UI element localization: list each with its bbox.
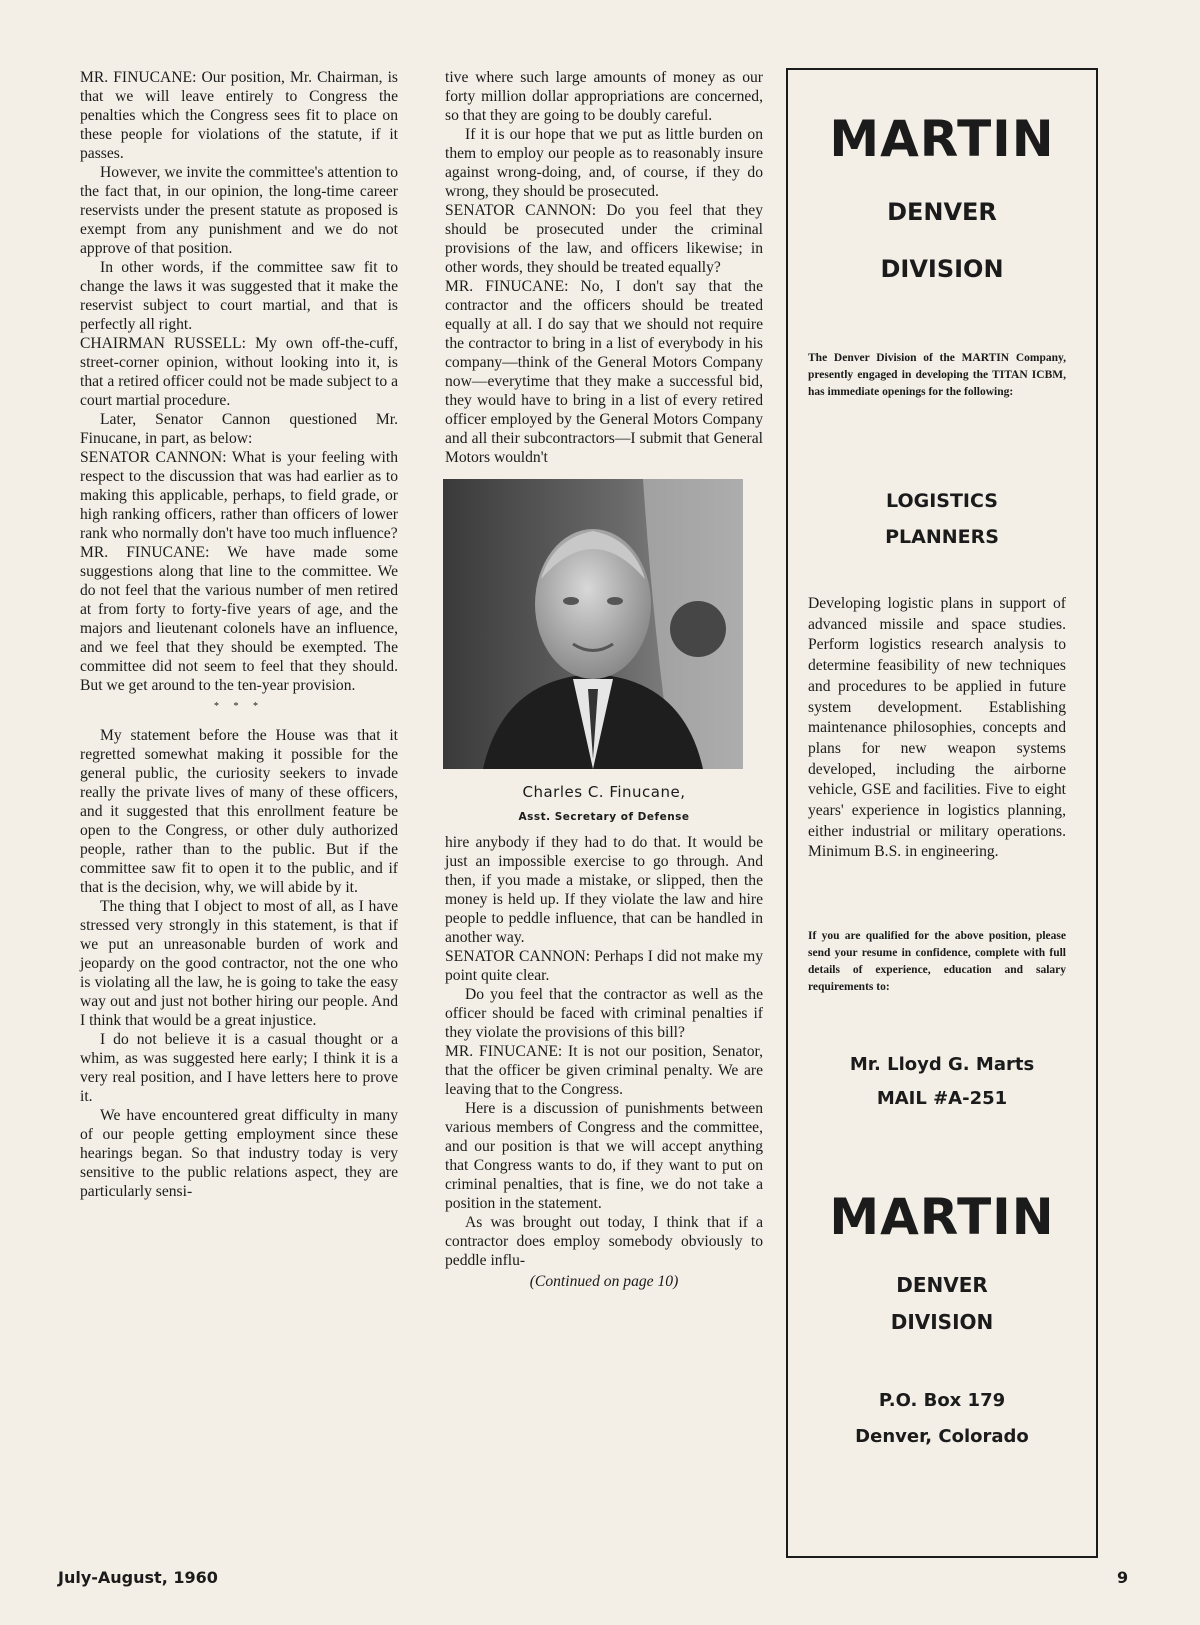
ad-job-description: Developing logistic plans in support of advanced missile and space studies. Perform logistics research analysis to determine feasibility of new techniques and procedures to be applied in future system development. Establishing maintenance philosophies, concepts and plans for new weapon systems developed, including the airborne vehicle, GSE and facilities. Five to eight years' experience in logistics planning, either industrial or military operations. Minimum B.S. in engineering. — [808, 595, 1066, 861]
paragraph: MR. FINUCANE: No, I don't say that the contractor and the officers should be treated equally at all. I do say that we should not require the contractor to bring in a list of everybody in his company—think of the General Motors Company now—everytime that they make a successful bid, they would have to bring in a list of every retired officer employed by the General Motors Company and all their subcontractors—I submit that General Motors wouldn't — [445, 278, 763, 466]
paragraph: CHAIRMAN RUSSELL: My own off-the-cuff, street-corner opinion, without looking into it, is that a retired officer could not be made subject to a court martial procedure. — [80, 335, 398, 409]
paragraph: Here is a discussion of punishments between various members of Congress and the committee, and our position is that we will accept anything that Congress wants to do, if they want to put on criminal penalties, that is fine, we do not take a position in the statement. — [445, 1100, 763, 1212]
paragraph: As was brought out today, I think that if a contractor does employ somebody obviously to peddle influ- — [445, 1214, 763, 1269]
paragraph: I do not believe it is a casual thought or a whim, as was suggested here early; I think it is a very real position, and I have letters here to prove it. — [80, 1031, 398, 1105]
paragraph: We have encountered great difficulty in many of our people getting employment since these hearings began. So that industry today is very sensitive to the public relations aspect, they are particularly sensi- — [80, 1107, 398, 1200]
ad-po-box: P.O. Box 179 — [878, 1390, 1006, 1411]
paragraph: Do you feel that the contractor as well as the officer should be faced with criminal penalties if they violate the provisions of this bill? — [445, 986, 763, 1041]
ad-contact-name: Mr. Lloyd G. Marts — [849, 1054, 1035, 1075]
article-column-2 — [445, 68, 763, 1291]
ad-subtitle-denver-2: DENVER — [896, 1273, 988, 1297]
portrait-photo — [443, 479, 743, 769]
paragraph: hire anybody if they had to do that. It would be just an impossible exercise to go through. And then, if you made a mistake, or slipped, then the money is held up. If they violate the law and hire people to peddle influence, that can be handled in another way. — [445, 834, 763, 946]
paragraph: Later, Senator Cannon questioned Mr. Finucane, in part, as below: — [80, 411, 398, 447]
paragraph: MR. FINUCANE: Our position, Mr. Chairman, is that we will leave entirely to Congress the penalties which the Congress sees fit to place on these people for violations of the statute, if it passes. — [80, 69, 398, 162]
paragraph: In other words, if the committee saw fit to change the laws it was suggested that it make the reservist subject to court martial, and that is perfectly all right. — [80, 259, 398, 333]
article-column-1 — [80, 68, 398, 1201]
ad-city: Denver, Colorado — [855, 1426, 1029, 1447]
ad-subtitle-division-2: DIVISION — [890, 1310, 994, 1334]
photo-caption-name: Charles C. Finucane, — [522, 783, 686, 801]
ad-apply-instructions: If you are qualified for the above position, please send your resume in confidence, complete with full details of experience, education and salary requirements to: — [808, 930, 1066, 993]
paragraph: tive where such large amounts of money as our forty million dollar appropriations are concerned, so that they are going to be doubly careful. — [445, 69, 763, 124]
ad-subtitle-denver: DENVER — [887, 198, 997, 226]
paragraph: The thing that I object to most of all, as I have stressed very strongly in this statement, is that if we put an unreasonable burden of work and jeopardy on the good contractor, not the one who is violating all the law, he is going to take the easy way out and just not bother hiring our people. And I think that would be a great injustice. — [80, 898, 398, 1029]
paragraph: However, we invite the committee's attention to the fact that, in our opinion, the long-time career reservists under the present statute as proposed is exempt from any punishment and we do not approve of that position. — [80, 164, 398, 257]
issue-date: July-August, 1960 — [58, 1568, 218, 1587]
paragraph: SENATOR CANNON: Perhaps I did not make my point quite clear. — [445, 948, 763, 984]
ad-brand-logo: MARTIN — [829, 110, 1055, 168]
ad-heading-logistics: LOGISTICS — [886, 490, 998, 512]
paragraph: SENATOR CANNON: What is your feeling with respect to the discussion that was had earlier as to making this applicable, perhaps, to field grade, or high ranking officers, rather than officers of lower rank who normally don't have too much influence? — [80, 449, 398, 542]
paragraph: My statement before the House was that it regretted somewhat making it possible for the general public, the curiosity seekers to invade really the private lives of many of these officers, and it suggested that this enrollment feature be open to the Congress, or other duly authorized people, rather than to the public. But if the committee saw fit to open it to the public, and if that is the decision, why, we will abide by it. — [80, 727, 398, 896]
paragraph: MR. FINUCANE: It is not our position, Senator, that the officer be given criminal penalty. We are leaving that to the Congress. — [445, 1043, 763, 1098]
ad-subtitle-division: DIVISION — [880, 255, 1004, 283]
paragraph: SENATOR CANNON: Do you feel that they should be prosecuted under the criminal provisions of the law, and officers likewise; in other words, they should be treated equally? — [445, 202, 763, 276]
ad-intro: The Denver Division of the MARTIN Company, presently engaged in developing the TITAN ICBM, has immediate openings for the following: — [808, 352, 1066, 398]
ad-brand-logo-2: MARTIN — [829, 1188, 1055, 1246]
paragraph: If it is our hope that we put as little burden on them to employ our people as to reasonably insure against wrong-doing, and, of course, if they do wrong, they should be prosecuted. — [445, 126, 763, 200]
martin-advertisement — [786, 68, 1098, 1558]
paragraph: MR. FINUCANE: We have made some suggestions along that line to the committee. We do not feel that the various number of men retired at from forty to forty-five years of age, and the majors and lieutenant colonels have an influence, and we feel that they should be exempted. The committee did not seem to feel that they should. But we get around to the ten-year provision. — [80, 544, 398, 694]
page-number: 9 — [1117, 1568, 1129, 1587]
section-separator: * * * — [214, 701, 264, 712]
photo-caption-title: Asst. Secretary of Defense — [518, 811, 690, 823]
ad-heading-planners: PLANNERS — [885, 526, 999, 548]
continued-note: (Continued on page 10) — [529, 1273, 679, 1290]
ad-contact-mail: MAIL #A-251 — [876, 1088, 1008, 1109]
